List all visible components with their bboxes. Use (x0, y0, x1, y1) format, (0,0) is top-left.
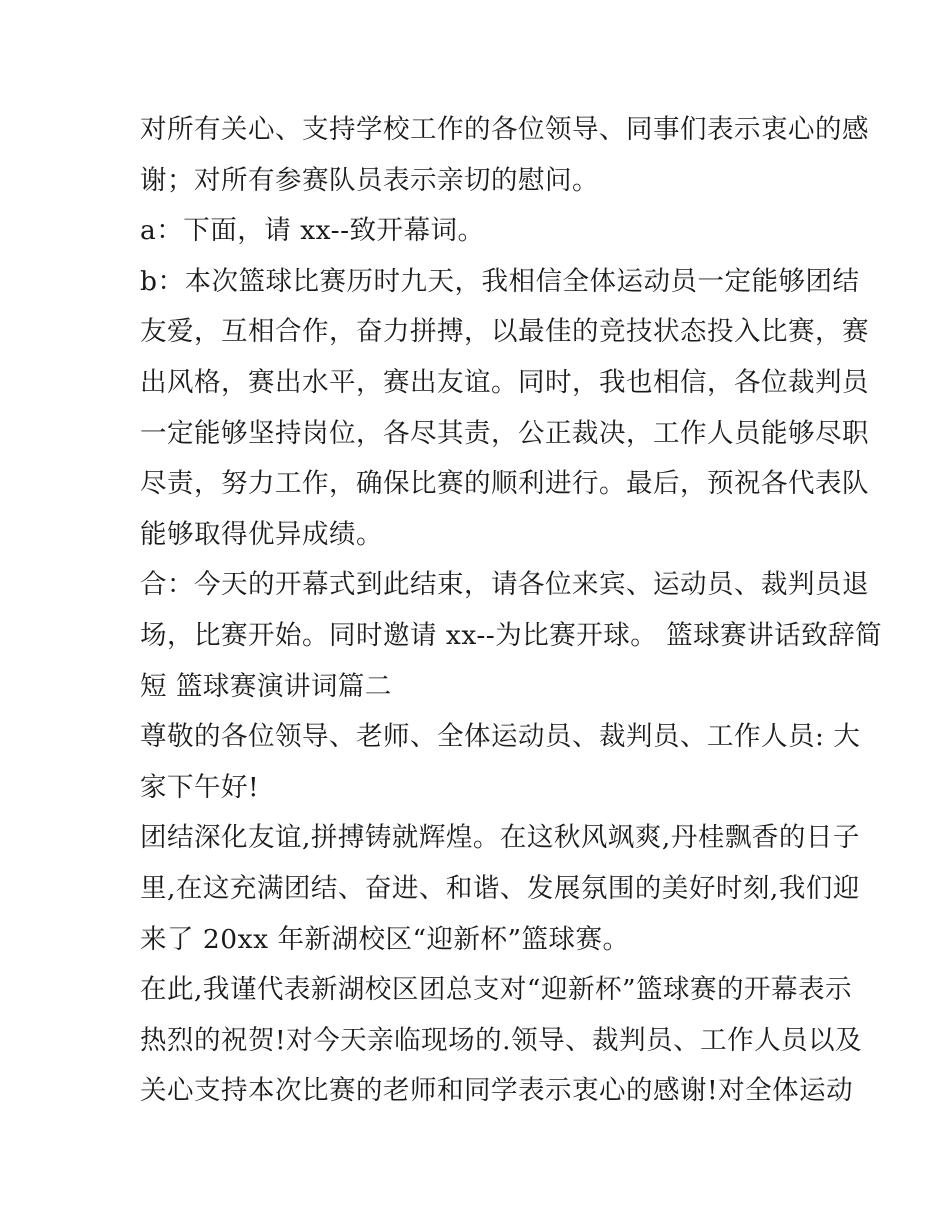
text-line: 尊敬的各位领导、老师、全体运动员、裁判员、工作人员: 大 (140, 721, 861, 753)
text-line: 关心支持本次比赛的老师和同学表示衷心的感谢!对全体运动 (140, 1075, 854, 1107)
text-line: 谢；对所有参赛队员表示亲切的慰问。 (140, 164, 599, 196)
text-line: 来了 20xx 年新湖校区“迎新杯”篮球赛。 (140, 923, 630, 955)
text-line: a：下面，请 xx--致开幕词。 (140, 215, 485, 247)
text-line: 合：今天的开幕式到此结束，请各位来宾、运动员、裁判员退 (140, 569, 869, 601)
section-heading: 短 篮球赛演讲词篇二 (140, 670, 392, 702)
text-line: b：本次篮球比赛历时九天，我相信全体运动员一定能够团结 (140, 265, 860, 297)
document-page (140, 105, 883, 1117)
text-line: 在此,我谨代表新湖校区团总支对“迎新杯”篮球赛的开幕表示 (140, 974, 853, 1006)
text-line: 团结深化友谊,拼搏铸就辉煌。在这秋风飒爽,丹桂飘香的日子 (140, 822, 860, 854)
text-line: 一定能够坚持岗位，各尽其责，公正裁决，工作人员能够尽职 (140, 417, 869, 449)
text-line: 出风格，赛出水平，赛出友谊。同时，我也相信，各位裁判员 (140, 366, 869, 398)
text-line: 家下午好! (140, 771, 260, 803)
text-line: 尽责，努力工作，确保比赛的顺利进行。最后，预祝各代表队 (140, 468, 869, 500)
text-line: 场，比赛开始。同时邀请 xx--为比赛开球。 篮球赛讲话致辞简 (140, 619, 883, 651)
text-line: 友爱，互相合作，奋力拼搏，以最佳的竞技状态投入比赛，赛 (140, 316, 869, 348)
text-line: 热烈的祝贺!对今天亲临现场的.领导、裁判员、工作人员以及 (140, 1024, 863, 1056)
text-line: 能够取得优异成绩。 (140, 518, 383, 550)
text-line: 里,在这充满团结、奋进、和谐、发展氛围的美好时刻,我们迎 (140, 872, 860, 904)
text-line: 对所有关心、支持学校工作的各位领导、同事们表示衷心的感 (140, 114, 869, 145)
